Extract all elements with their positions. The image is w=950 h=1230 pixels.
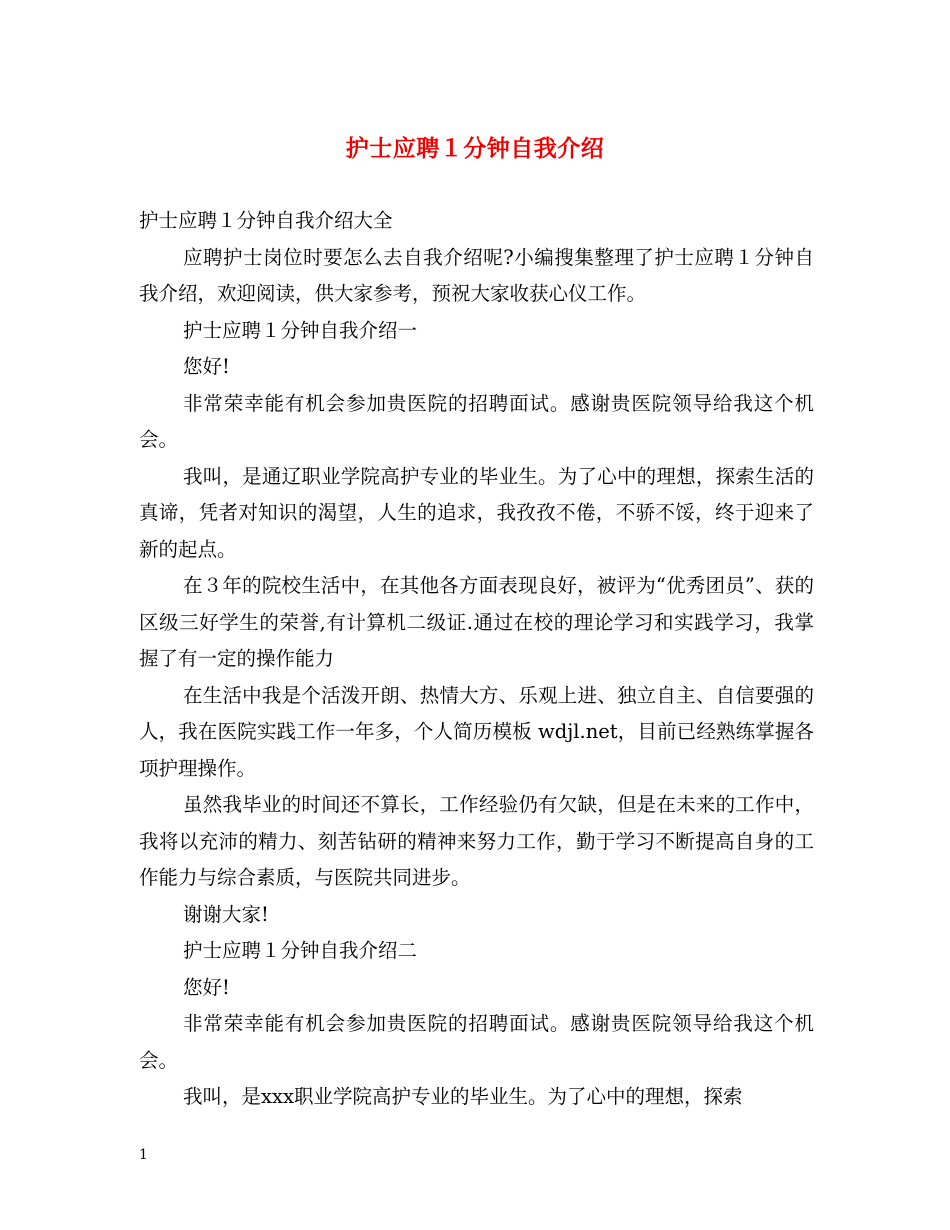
paragraph-intro: 应聘护士岗位时要怎么去自我介绍呢?小编搜集整理了护士应聘１分钟自我介绍，欢迎阅读，供大家参考，预祝大家收获心仪工作。 xyxy=(139,245,814,305)
paragraph-personality: 在生活中我是个活泼开朗、热情大方、乐观上进、独立自主、自信要强的人，我在医院实践工作一年多，个人简历模板 wdjl.net，目前已经熟练掌握各项护理操作。 xyxy=(139,683,814,780)
closing-thanks: 谢谢大家! xyxy=(183,902,269,926)
greeting-1: 您好! xyxy=(183,355,230,378)
paragraph-thanks-opportunity-2: 非常荣幸能有机会参加贵医院的招聘面试。感谢贵医院领导给我这个机会。 xyxy=(139,1012,814,1072)
page-title: 护士应聘１分钟自我介绍 xyxy=(345,135,605,162)
page-number: 1 xyxy=(139,1147,148,1163)
paragraph-introduction-1: 我叫，是通辽职业学院高护专业的毕业生。为了心中的理想，探索生活的真谛，凭者对知识的渴望，人生的追求，我孜孜不倦，不骄不馁，终于迎来了新的起点。 xyxy=(139,464,814,561)
paragraph-future: 虽然我毕业的时间还不算长，工作经验仍有欠缺，但是在未来的工作中，我将以充沛的精力、刻苦钻研的精神来努力工作，勤于学习不断提高自身的工作能力与综合素质，与医院共同进步。 xyxy=(139,793,814,889)
paragraph-thanks-opportunity-1: 非常荣幸能有机会参加贵医院的招聘面试。感谢贵医院领导给我这个机会。 xyxy=(139,391,814,451)
section-heading-2: 护士应聘１分钟自我介绍二 xyxy=(183,939,418,962)
paragraph-school-life: 在３年的院校生活中，在其他各方面表现良好，被评为“优秀团员”、获的区级三好学生的荣誉,有计算机二级证.通过在校的理论学习和实践学习，我掌握了有一定的操作能力 xyxy=(139,574,814,670)
section-heading-1: 护士应聘１分钟自我介绍一 xyxy=(183,318,418,342)
greeting-2: 您好! xyxy=(183,975,230,999)
document-subtitle: 护士应聘１分钟自我介绍大全 xyxy=(139,209,393,232)
document-body xyxy=(139,203,814,1116)
paragraph-introduction-2: 我叫，是xxx职业学院高护专业的毕业生。为了心中的理想，探索 xyxy=(183,1085,743,1108)
